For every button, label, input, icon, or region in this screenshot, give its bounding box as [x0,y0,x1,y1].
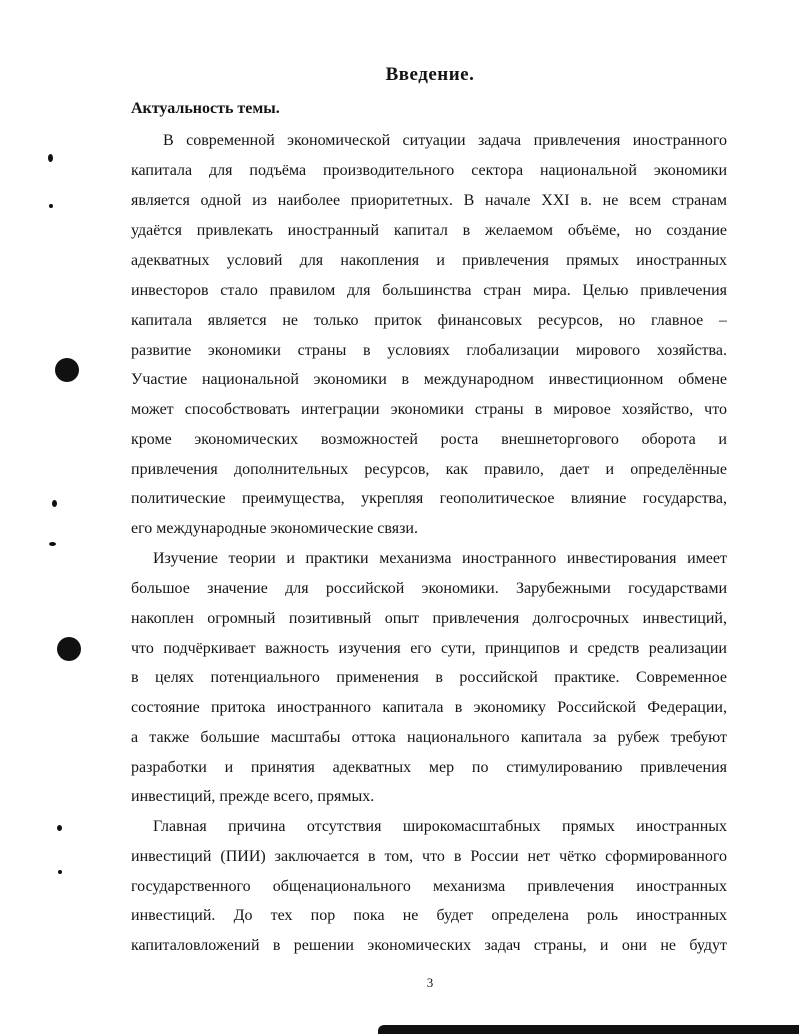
paragraph-line: политические преимущества, укрепляя геополитическое влияние государства, [131,490,727,507]
scan-speck [48,154,53,162]
paragraph-line: Участие национальной экономики в международном инвестиционном обмене [131,371,727,388]
scan-speck [52,500,57,507]
paragraph-line: накоплен огромный позитивный опыт привлечения долгосрочных инвестиций, [131,610,727,627]
paragraph-line: кроме экономических возможностей роста внешнеторгового оборота и [131,431,727,448]
paragraph-line: капитала является не только приток финансовых ресурсов, но главное – [131,312,727,329]
page-title: Введение. [385,64,475,85]
paragraph-line: его международные экономические связи. [131,520,418,537]
paragraph-line: состояние притока иностранного капитала в экономику Российской Федерации, [131,699,727,716]
scan-speck [49,204,53,208]
paragraph-line: разработки и принятия адекватных мер по стимулированию привлечения [131,759,727,776]
scan-speck [57,825,62,831]
scan-speck [58,870,62,874]
paragraph-line: привлечения дополнительных ресурсов, как правило, дает и определённые [131,461,727,478]
paragraph-line: развитие экономики страны в условиях глобализации мирового хозяйства. [131,342,727,359]
paragraph-line: а также большие масштабы оттока национального капитала за рубеж требуют [131,729,727,746]
paragraph-line: адекватных условий для накопления и привлечения прямых иностранных [131,252,727,269]
paragraph-line: может способствовать интеграции экономики страны в мировое хозяйство, что [131,401,727,418]
paragraph-line: В современной экономической ситуации задача привлечения иностранного [163,132,727,149]
paragraph-line: капиталовложений в решении экономических задач страны, и они не будут [131,937,727,954]
paragraph-line: в целях потенциального применения в российской практике. Современное [131,669,727,686]
page-number: 3 [426,975,434,990]
paragraph-line: что подчёркивает важность изучения его сути, принципов и средств реализации [131,640,727,657]
binder-hole [57,637,81,661]
paragraph-line: Главная причина отсутствия широкомасштабных прямых иностранных [153,818,727,835]
paragraph-line: капитала для подъёма производительного сектора национальной экономики [131,162,727,179]
paragraph-line: инвестиций. До тех пор пока не будет определена роль иностранных [131,907,727,924]
paragraph-line: государственного общенационального механизма привлечения иностранных [131,878,727,895]
paragraph-line: является одной из наиболее приоритетных. В начале XXI в. не всем странам [131,192,727,209]
section-heading: Актуальность темы. [131,100,280,117]
scan-speck [49,542,56,546]
paragraph-line: большое значение для российской экономики. Зарубежными государствами [131,580,727,597]
binder-hole [55,358,79,382]
paragraph-line: инвестиций, прежде всего, прямых. [131,788,375,805]
paragraph-line: инвестиций (ПИИ) заключается в том, что в России нет чётко сформированного [131,848,727,865]
paragraph-line: удаётся привлекать иностранный капитал в желаемом объёме, но создание [131,222,727,239]
scan-edge-bar [378,1025,799,1034]
paragraph-line: инвесторов стало правилом для большинства стран мира. Целью привлечения [131,282,727,299]
paragraph-line: Изучение теории и практики механизма иностранного инвестирования имеет [153,550,727,567]
